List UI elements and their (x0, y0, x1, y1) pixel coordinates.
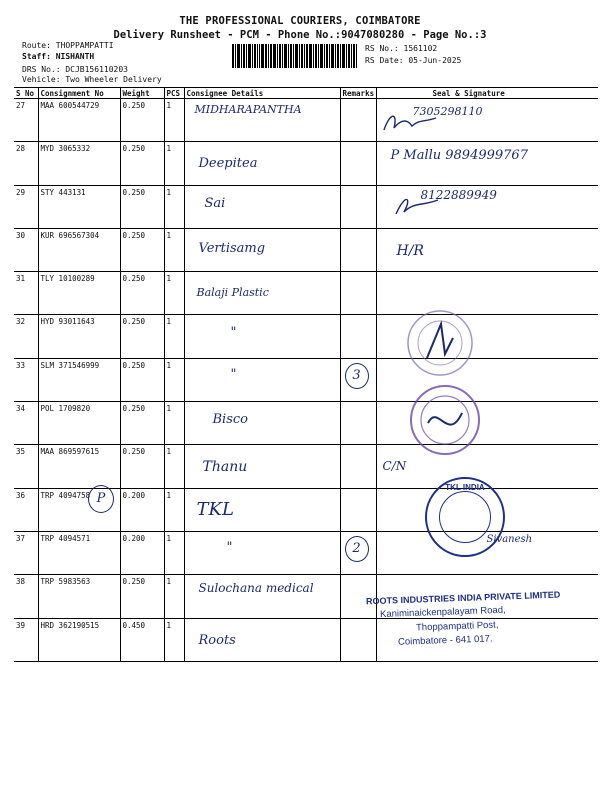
tkl-stamp-text: TKL INDIA (445, 483, 485, 492)
row-consignee (184, 99, 340, 142)
col-header-consignee: Consignee Details (184, 88, 340, 99)
row-consignee (184, 358, 340, 401)
signature-scribble-27 (380, 110, 440, 136)
row-consignment-no: SLM 371546999 (38, 358, 120, 401)
table-row (14, 315, 598, 358)
row-pcs: 1 (164, 402, 184, 445)
consignee-handwriting: Roots (198, 632, 236, 648)
row-sno: 38 (14, 575, 38, 618)
row-pcs: 1 (164, 142, 184, 185)
row-pcs: 1 (164, 272, 184, 315)
table-row (14, 228, 598, 271)
row-consignee (184, 402, 340, 445)
company-stamp-line3: Thoppampatti Post, (415, 619, 499, 634)
row-consignment-no: MAA 869597615 (38, 445, 120, 488)
row-pcs: 1 (164, 575, 184, 618)
row-remarks (340, 142, 376, 185)
remark-circled-count: 2 (345, 536, 369, 562)
pencil-mark: P (88, 485, 114, 513)
company-stamp-line4: Coimbatore - 641 017. (397, 633, 493, 648)
seal-handwriting: H/R (396, 242, 424, 259)
row-sno: 27 (14, 99, 38, 142)
row-seal-signature (376, 142, 598, 185)
row-consignee (184, 618, 340, 661)
row-consignment-no: TRP 5983563 (38, 575, 120, 618)
row-sno: 32 (14, 315, 38, 358)
row-sno: 39 (14, 618, 38, 661)
table-row (14, 402, 598, 445)
row-consignee (184, 575, 340, 618)
table-row (14, 531, 598, 574)
row-remarks (340, 358, 376, 401)
row-weight: 0.200 (120, 488, 164, 531)
row-consignment-no: TRP 4094571 (38, 531, 120, 574)
table-row (14, 358, 598, 401)
row-consignment-no: POL 1709820 (38, 402, 120, 445)
row-sno: 36 (14, 488, 38, 531)
row-remarks (340, 99, 376, 142)
row-sno: 35 (14, 445, 38, 488)
row-remarks (340, 272, 376, 315)
row-weight: 0.250 (120, 99, 164, 142)
row-consignment-no: MAA 600544729 (38, 99, 120, 142)
row-pcs: 1 (164, 488, 184, 531)
consignee-handwriting: " (230, 366, 237, 382)
runsheet-header-subtitle: Delivery Runsheet - PCM - Phone No.:9047080280 - Page No.:3 (113, 29, 487, 41)
row-sno: 30 (14, 228, 38, 271)
row-sno: 33 (14, 358, 38, 401)
table-header-row (14, 88, 598, 99)
seal-handwriting: 7305298110 (412, 105, 483, 118)
company-stamp-line2: Kaniminaickenpalayam Road, (379, 604, 506, 621)
row-consignee (184, 531, 340, 574)
row-seal-signature (376, 228, 598, 271)
row-sno: 28 (14, 142, 38, 185)
consignee-handwriting: Sulochana medical (198, 581, 314, 596)
tkl-circle-stamp (425, 477, 505, 557)
consignee-handwriting: Deepitea (198, 156, 258, 172)
round-stamp-purple (405, 308, 475, 378)
row-remarks (340, 315, 376, 358)
seal-handwriting: 8122889949 (420, 187, 497, 202)
vehicle-label: Vehicle: Two Wheeler Delivery (22, 75, 162, 84)
row-weight: 0.200 (120, 531, 164, 574)
row-pcs: 1 (164, 99, 184, 142)
row-pcs: 1 (164, 228, 184, 271)
table-row (14, 99, 598, 142)
table-row (14, 142, 598, 185)
row-pcs: 1 (164, 445, 184, 488)
consignee-handwriting: Sai (204, 195, 226, 211)
consignee-handwriting: " (226, 539, 233, 555)
row-pcs: 1 (164, 358, 184, 401)
row-consignment-no: HYD 93011643 (38, 315, 120, 358)
seal-handwriting: P Mallu 9894999767 (390, 148, 528, 164)
row-remarks (340, 402, 376, 445)
row-consignment-no: STY 443131 (38, 185, 120, 228)
row-consignee (184, 228, 340, 271)
row-consignee (184, 272, 340, 315)
row-weight: 0.250 (120, 142, 164, 185)
consignee-handwriting: TKL (196, 498, 234, 520)
table-row (14, 445, 598, 488)
row-pcs: 1 (164, 618, 184, 661)
row-sno: 29 (14, 185, 38, 228)
consignee-handwriting: MIDHARAPANTHA (194, 103, 302, 116)
row-sno: 31 (14, 272, 38, 315)
col-header-weight: Weight (120, 88, 164, 99)
col-header-consignment: Consignment No (38, 88, 120, 99)
row-weight: 0.250 (120, 358, 164, 401)
row-weight: 0.250 (120, 575, 164, 618)
row-consignee (184, 488, 340, 531)
row-consignment-no: MYD 3065332 (38, 142, 120, 185)
row-weight: 0.450 (120, 618, 164, 661)
row-consignee (184, 142, 340, 185)
row-consignee (184, 315, 340, 358)
drs-number-label: DRS No.: DCJB156110203 (22, 65, 128, 74)
consignee-handwriting: Vertisamg (198, 240, 266, 256)
row-consignment-no: TLY 10100289 (38, 272, 120, 315)
consignee-handwriting: Balaji Plastic (196, 286, 269, 300)
row-weight: 0.250 (120, 402, 164, 445)
row-consignee (184, 445, 340, 488)
round-stamp-violet (408, 383, 483, 458)
row-pcs: 1 (164, 185, 184, 228)
row-weight: 0.250 (120, 315, 164, 358)
rs-date-label: RS Date: 05-Jun-2025 (365, 56, 462, 65)
col-header-remarks: Remarks (340, 88, 376, 99)
row-pcs: 1 (164, 315, 184, 358)
row-remarks (340, 531, 376, 574)
row-sno: 37 (14, 531, 38, 574)
signature-scribble-29 (392, 192, 442, 222)
company-stamp-line1: ROOTS INDUSTRIES INDIA PRIVATE LIMITED (365, 589, 561, 607)
row-consignee (184, 185, 340, 228)
col-header-pcs: PCS (164, 88, 184, 99)
consignee-handwriting: Bisco (212, 412, 248, 428)
rs-number-label: RS No.: 1561102 (365, 44, 438, 53)
row-remarks (340, 488, 376, 531)
row-weight: 0.250 (120, 272, 164, 315)
row-weight: 0.250 (120, 185, 164, 228)
table-row (14, 185, 598, 228)
seal-handwriting: Sivanesh (486, 533, 533, 545)
consignee-handwriting: " (230, 325, 237, 341)
table-row (14, 272, 598, 315)
row-remarks (340, 445, 376, 488)
staff-label: Staff: NISHANTH (22, 52, 95, 61)
col-header-sno: S No (14, 88, 38, 99)
row-pcs: 1 (164, 531, 184, 574)
row-weight: 0.250 (120, 228, 164, 271)
barcode-image (232, 44, 357, 68)
consignee-handwriting: Thanu (202, 459, 248, 476)
row-consignment-no: TRP 4094758 (38, 488, 120, 531)
runsheet-table (14, 87, 598, 662)
row-remarks (340, 228, 376, 271)
runsheet-header-title: THE PROFESSIONAL COURIERS, COIMBATORE (179, 15, 421, 27)
seal-handwriting: C/N (382, 459, 407, 474)
route-label: Route: THOPPAMPATTI (22, 41, 114, 50)
remark-circled-count: 3 (345, 363, 369, 389)
row-consignment-no: HRD 362190515 (38, 618, 120, 661)
company-stamp (365, 589, 561, 648)
row-sno: 34 (14, 402, 38, 445)
col-header-seal: Seal & Signature (376, 88, 598, 99)
row-consignment-no: KUR 696567304 (38, 228, 120, 271)
row-weight: 0.250 (120, 445, 164, 488)
row-remarks (340, 185, 376, 228)
